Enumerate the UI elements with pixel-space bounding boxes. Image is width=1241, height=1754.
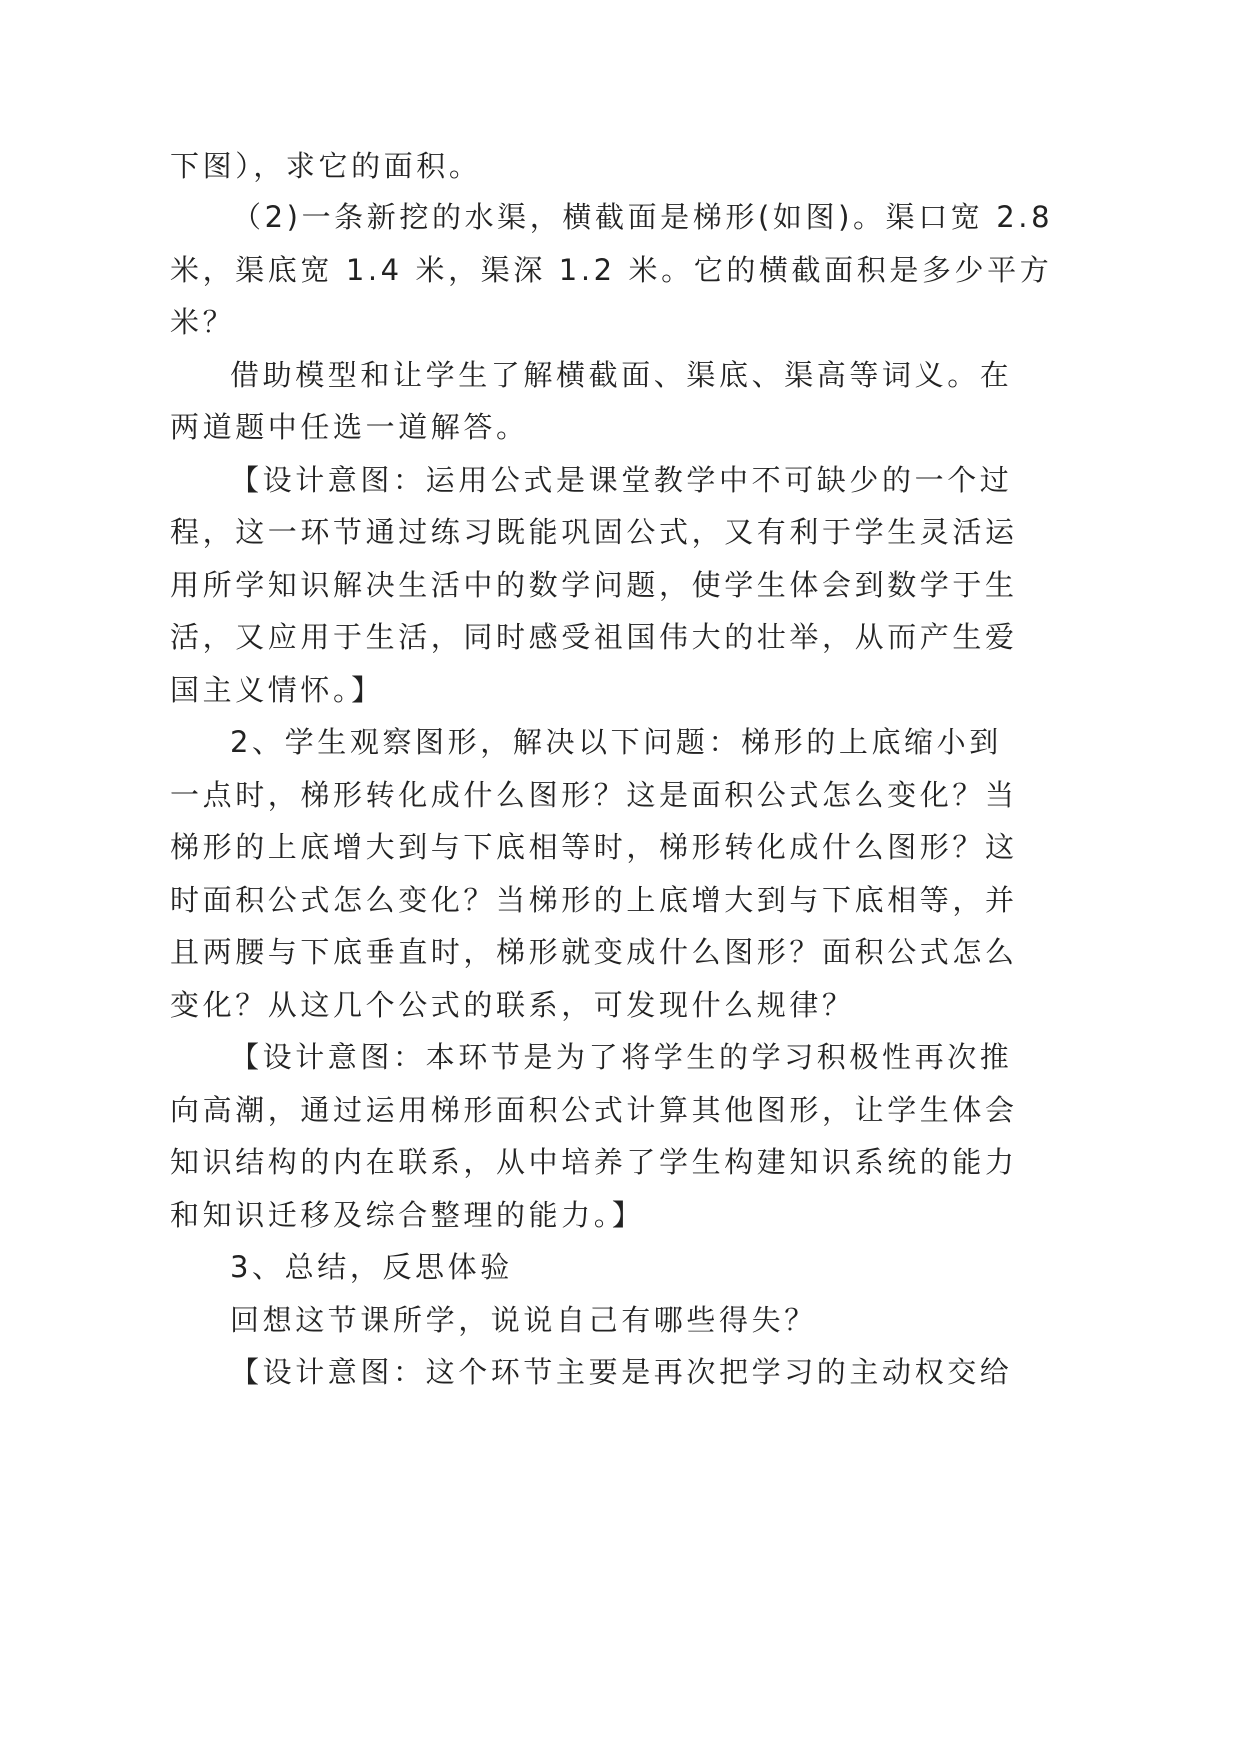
text-line: （2)一条新挖的水渠，横截面是梯形(如图)。渠口宽 2.8 xyxy=(232,200,1054,234)
text-line: 知识结构的内在联系，从中培养了学生构建知识系统的能力 xyxy=(170,1145,1018,1179)
text-line: 2、学生观察图形，解决以下问题：梯形的上底缩小到 xyxy=(230,725,1002,759)
text-line: 活，又应用于生活，同时感受祖国伟大的壮举，从而产生爱 xyxy=(170,620,1018,654)
text-line: 和知识迁移及综合整理的能力。】 xyxy=(170,1198,645,1232)
text-line: 米？ xyxy=(170,305,236,339)
text-line: 回想这节课所学，说说自己有哪些得失？ xyxy=(230,1303,817,1337)
text-line: 【设计意图：本环节是为了将学生的学习积极性再次推 xyxy=(230,1040,1013,1074)
text-line: 时面积公式怎么变化？当梯形的上底增大到与下底相等，并 xyxy=(170,883,1018,917)
text-line: 两道题中任选一道解答。 xyxy=(170,410,529,444)
text-line: 【设计意图：这个环节主要是再次把学习的主动权交给 xyxy=(230,1355,1013,1389)
text-line: 借助模型和让学生了解横截面、渠底、渠高等词义。在 xyxy=(230,358,1013,392)
text-line: 程，这一环节通过练习既能巩固公式，又有利于学生灵活运 xyxy=(170,515,1018,549)
text-line: 梯形的上底增大到与下底相等时，梯形转化成什么图形？这 xyxy=(170,830,1018,864)
text-line: 【设计意图：运用公式是课堂教学中不可缺少的一个过 xyxy=(230,463,1013,497)
text-line: 一点时，梯形转化成什么图形？这是面积公式怎么变化？当 xyxy=(170,778,1018,812)
text-line: 3、总结，反思体验 xyxy=(230,1250,513,1284)
text-line: 用所学知识解决生活中的数学问题，使学生体会到数学于生 xyxy=(170,568,1018,602)
text-line: 国主义情怀。】 xyxy=(170,673,384,707)
text-line: 变化？从这几个公式的联系，可发现什么规律？ xyxy=(170,988,855,1022)
text-line: 下图），求它的面积。 xyxy=(170,149,482,183)
text-line: 且两腰与下底垂直时，梯形就变成什么图形？面积公式怎么 xyxy=(170,935,1018,969)
text-line: 向高潮，通过运用梯形面积公式计算其他图形，让学生体会 xyxy=(170,1093,1018,1127)
text-line: 米，渠底宽 1.4 米，渠深 1.2 米。它的横截面积是多少平方 xyxy=(170,253,1053,287)
